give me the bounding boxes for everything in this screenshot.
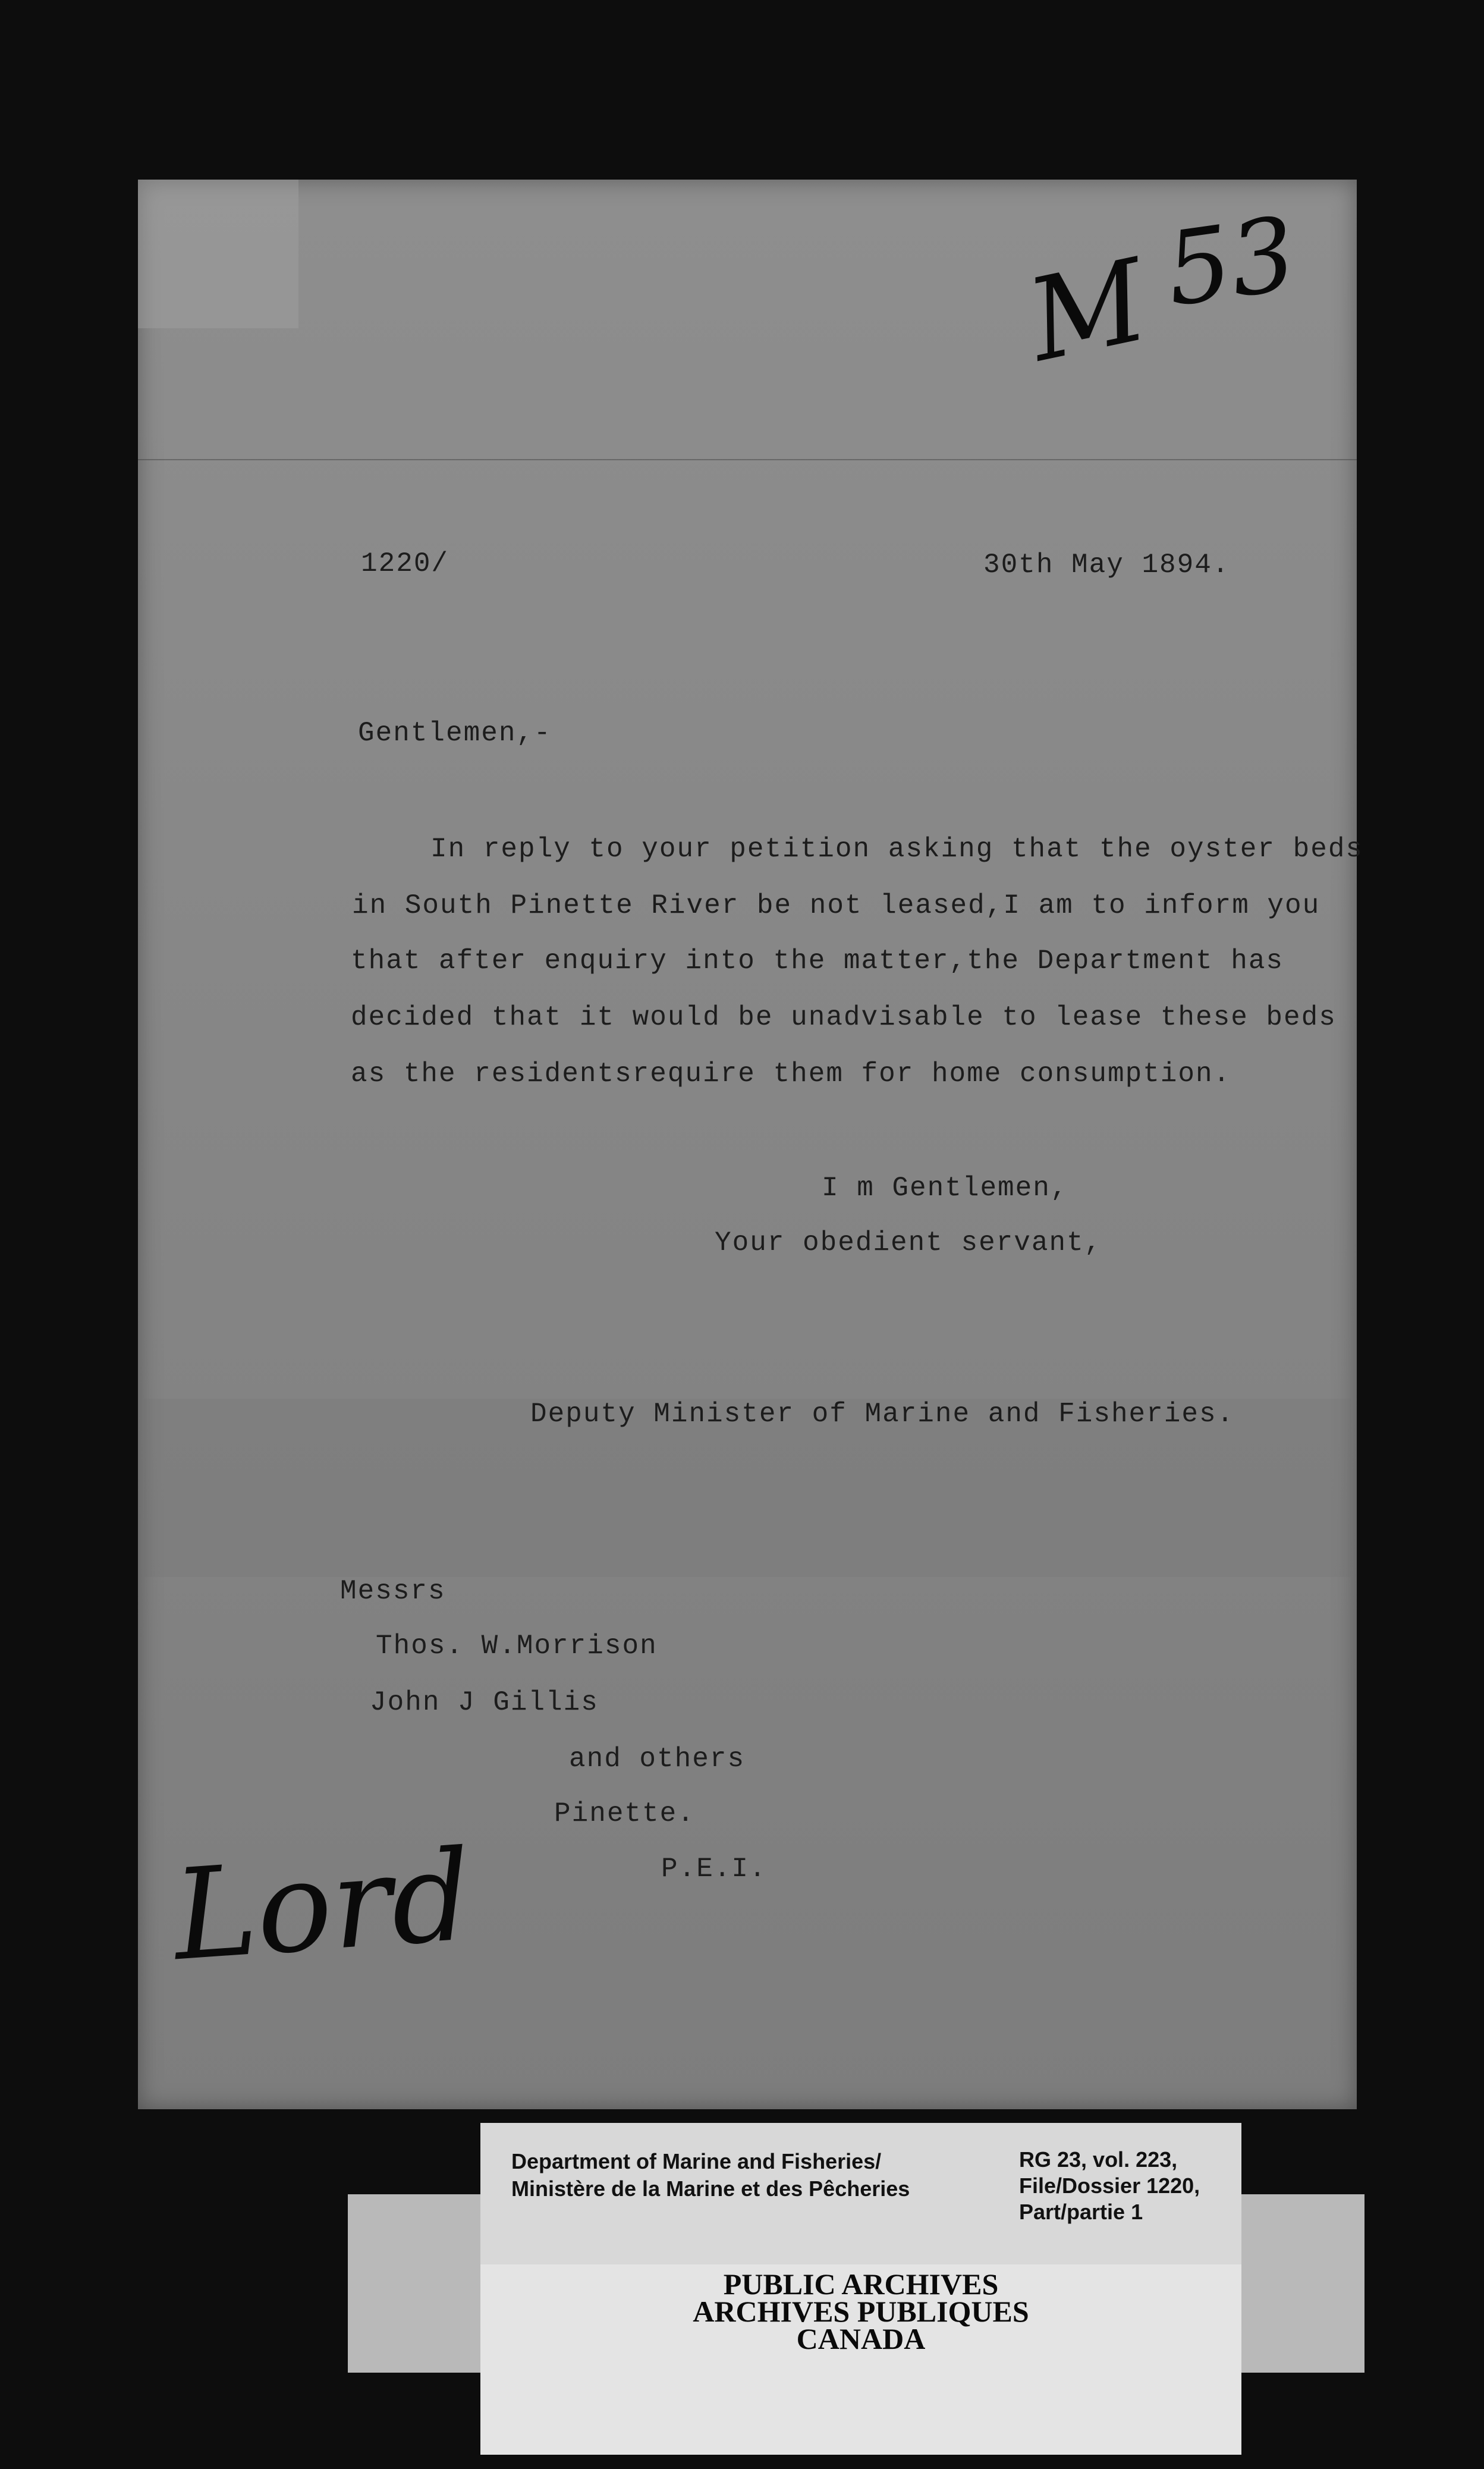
reference-part: Part/partie 1	[1019, 2200, 1143, 2224]
archives-line-3: CANADA	[796, 2322, 926, 2355]
body-line-4: decided that it would be unadvisable to lease these beds	[351, 1002, 1337, 1033]
letter-date: 30th May 1894.	[983, 549, 1230, 580]
fold-line	[138, 459, 1357, 460]
archives-line-2: ARCHIVES PUBLIQUES	[693, 2295, 1029, 2328]
body-line-1: In reply to your petition asking that the oyster beds	[430, 834, 1364, 865]
archives-stamp-label	[480, 2264, 1241, 2455]
body-line-5: as the residentsrequire them for home consumption.	[351, 1058, 1231, 1089]
closing-line-1: I m Gentlemen,	[822, 1173, 1068, 1204]
archive-reference-label	[480, 2123, 1241, 2267]
signature-title: Deputy Minister of Marine and Fisheries.	[530, 1399, 1235, 1430]
reference-file: File/Dossier 1220,	[1019, 2173, 1200, 2198]
department-french: Ministère de la Marine et des Pêcheries	[511, 2176, 910, 2201]
handwritten-mark: M	[1017, 234, 1158, 387]
salutation: Gentlemen,-	[358, 718, 552, 749]
addressee-province: P.E.I.	[661, 1854, 767, 1884]
handwritten-folio-number: 53	[1159, 194, 1303, 330]
archives-line-1: PUBLIC ARCHIVES	[723, 2267, 999, 2301]
reference-volume: RG 23, vol. 223,	[1019, 2147, 1178, 2172]
closing-line-2: Your obedient servant,	[715, 1227, 1102, 1258]
letter-page	[138, 180, 1364, 2109]
body-line-3: that after enquiry into the matter,the Department has	[351, 945, 1284, 976]
handwritten-signature: Lord	[169, 1822, 476, 1989]
addressee-name-1: Thos. W.Morrison	[376, 1631, 658, 1661]
addressee-name-2: John J Gillis	[370, 1687, 599, 1718]
addressee-others: and others	[569, 1744, 746, 1774]
addressee-place: Pinette.	[554, 1798, 695, 1829]
body-line-2: in South Pinette River be not leased,I am to inform you	[352, 890, 1320, 921]
file-number: 1220/	[361, 548, 449, 579]
paper-corner-shade	[138, 180, 298, 328]
department-english: Department of Marine and Fisheries/	[511, 2149, 882, 2173]
addressee-prefix: Messrs	[340, 1576, 446, 1607]
